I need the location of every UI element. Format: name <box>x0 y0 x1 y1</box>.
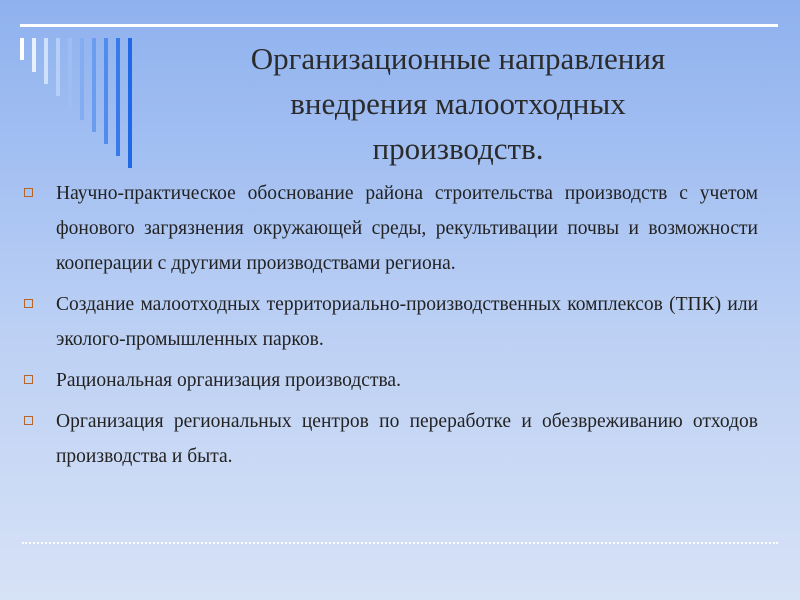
stripe <box>32 38 36 72</box>
bullet-item <box>24 287 758 357</box>
square-bullet-icon <box>24 375 33 384</box>
stripe <box>104 38 108 144</box>
bullet-item <box>24 363 758 398</box>
square-bullet-icon <box>24 416 33 425</box>
square-bullet-icon <box>24 188 33 197</box>
stripe <box>68 38 72 108</box>
stripe <box>92 38 96 132</box>
bullet-text: Научно-практическое обоснование района строительства производств с учетом фонового загрязнения окружающей среды, рекультивации почвы и возможности кооперации с другими производствами региона. <box>56 183 758 274</box>
bullet-text: Организация региональных центров по переработке и обезвреживанию отходов производства и быта. <box>56 411 758 467</box>
square-bullet-icon <box>24 299 33 308</box>
title-line: производств. <box>372 131 544 166</box>
bullet-item <box>24 404 758 474</box>
bullet-text: Создание малоотходных территориально-производственных комплексов (ТПК) или эколого-промышленных парков. <box>56 294 758 350</box>
decorative-top-line <box>20 24 778 27</box>
bullet-item <box>24 176 758 281</box>
stripe <box>56 38 60 96</box>
stripe <box>80 38 84 120</box>
title-line: внедрения малоотходных <box>290 86 626 121</box>
stripe <box>128 38 132 168</box>
bullet-list <box>24 176 758 480</box>
stripe <box>20 38 24 60</box>
decorative-bottom-line <box>22 542 778 544</box>
stripe <box>44 38 48 84</box>
decorative-stripes <box>20 38 132 168</box>
title-line: Организационные направления <box>250 41 666 76</box>
bullet-text: Рациональная организация производства. <box>56 370 401 391</box>
slide-title <box>158 36 758 171</box>
stripe <box>116 38 120 156</box>
